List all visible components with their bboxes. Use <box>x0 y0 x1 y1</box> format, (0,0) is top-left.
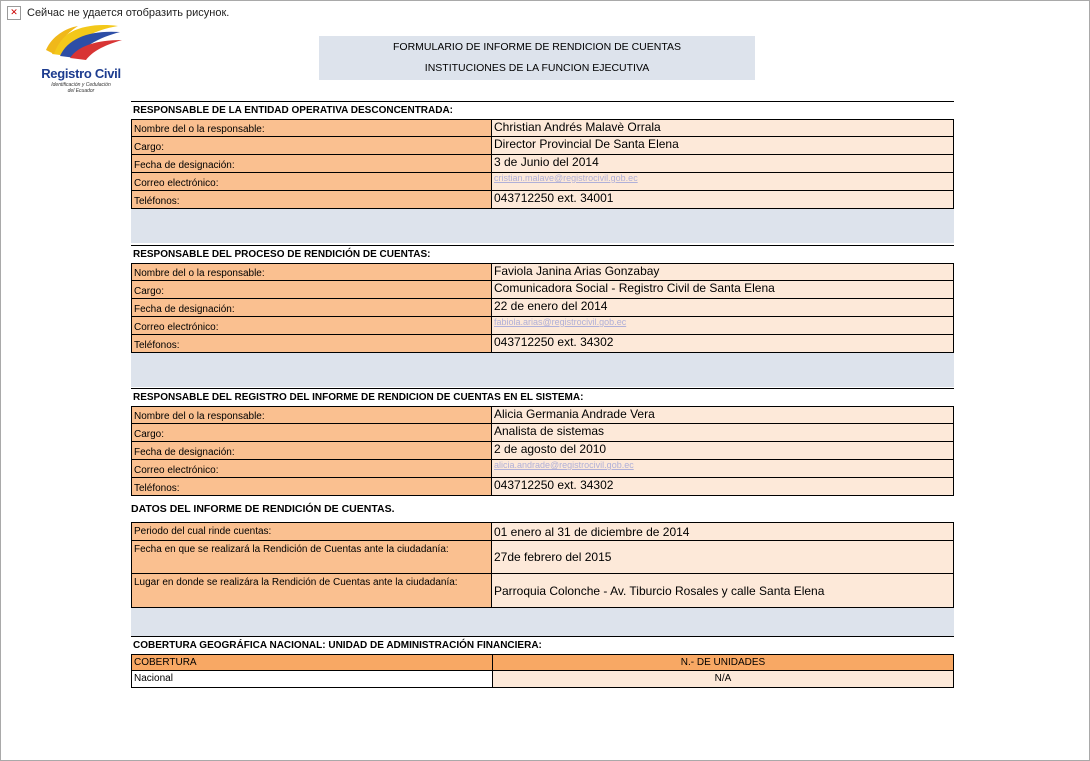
broken-image-icon: ✕ <box>7 6 21 20</box>
field-value: 27de febrero del 2015 <box>492 541 954 574</box>
field-label: Correo electrónico: <box>131 317 492 335</box>
field-label: Teléfonos: <box>131 191 492 209</box>
datos-row-fecha <box>131 541 954 574</box>
table-row <box>131 671 954 688</box>
field-label: Fecha de designación: <box>131 442 492 460</box>
field-label: Fecha de designación: <box>131 155 492 173</box>
section-entidad-operativa <box>131 101 954 243</box>
cobertura-header-row <box>131 654 954 671</box>
field-label: Lugar en donde se realizára la Rendición de Cuentas ante la ciudadanía: <box>131 574 492 608</box>
field-label: Nombre del o la responsable: <box>131 406 492 424</box>
section-datos-informe <box>131 522 954 636</box>
section-registro-sistema <box>131 388 954 496</box>
field-label: Periodo del cual rinde cuentas: <box>131 522 492 541</box>
logo-name: Registro Civil <box>41 66 121 81</box>
field-row-telefonos <box>131 335 954 353</box>
field-value: 22 de enero del 2014 <box>492 299 954 317</box>
logo-graphic <box>32 16 130 66</box>
section-title: RESPONSABLE DE LA ENTIDAD OPERATIVA DESCONCENTRADA: <box>131 101 954 119</box>
logo-tagline: Identificación y Cedulación del Ecuador <box>51 82 111 94</box>
field-label: Cargo: <box>131 281 492 299</box>
field-value: 3 de Junio del 2014 <box>492 155 954 173</box>
datos-informe-title: DATOS DEL INFORME DE RENDICIÓN DE CUENTAS. <box>131 503 395 515</box>
field-row-correo <box>131 173 954 191</box>
field-label: Cargo: <box>131 137 492 155</box>
datos-row-lugar <box>131 574 954 608</box>
field-value: 043712250 ext. 34302 <box>492 335 954 353</box>
field-row-fecha <box>131 299 954 317</box>
field-row-fecha <box>131 155 954 173</box>
field-label: Nombre del o la responsable: <box>131 263 492 281</box>
section-title: RESPONSABLE DEL PROCESO DE RENDICIÓN DE CUENTAS: <box>131 245 954 263</box>
field-row-cargo <box>131 424 954 442</box>
field-row-cargo <box>131 281 954 299</box>
field-value: 043712250 ext. 34302 <box>492 478 954 496</box>
field-value: 01 enero al 31 de diciembre de 2014 <box>492 522 954 541</box>
field-row-correo <box>131 460 954 478</box>
field-label: Nombre del o la responsable: <box>131 119 492 137</box>
field-value: 043712250 ext. 34001 <box>492 191 954 209</box>
form-title-line1: FORMULARIO DE INFORME DE RENDICION DE CUENTAS <box>393 41 681 53</box>
field-value: Analista de sistemas <box>492 424 954 442</box>
field-value: Parroquia Colonche - Av. Tiburcio Rosales y calle Santa Elena <box>492 574 954 608</box>
form-title-line2: INSTITUCIONES DE LA FUNCION EJECUTIVA <box>424 62 650 74</box>
field-value: 2 de agosto del 2010 <box>492 442 954 460</box>
column-header-unidades: N.- DE UNIDADES <box>493 654 954 671</box>
field-value: Alicia Germania Andrade Vera <box>492 406 954 424</box>
field-row-name <box>131 263 954 281</box>
unidades-cell: N/A <box>493 671 954 688</box>
field-label: Cargo: <box>131 424 492 442</box>
form-title-box <box>319 36 755 80</box>
cobertura-cell: Nacional <box>131 671 493 688</box>
field-label: Correo electrónico: <box>131 460 492 478</box>
field-label: Correo electrónico: <box>131 173 492 191</box>
section-proceso-rendicion <box>131 245 954 387</box>
field-row-name <box>131 119 954 137</box>
email-link[interactable]: fabiola.arias@registrocivil.gob.ec <box>492 317 954 335</box>
broken-image-message: Сейчас не удается отобразить рисунок. <box>27 7 230 19</box>
field-label: Teléfonos: <box>131 478 492 496</box>
section-spacer <box>131 608 954 636</box>
field-row-correo <box>131 317 954 335</box>
field-value: Christian Andrés Malavè Orrala <box>492 119 954 137</box>
field-value: Faviola Janina Arias Gonzabay <box>492 263 954 281</box>
field-value: Director Provincial De Santa Elena <box>492 137 954 155</box>
field-row-telefonos <box>131 478 954 496</box>
section-title: COBERTURA GEOGRÁFICA NACIONAL: UNIDAD DE ADMINISTRACIÓN FINANCIERA: <box>131 636 954 654</box>
field-value: Comunicadora Social - Registro Civil de Santa Elena <box>492 281 954 299</box>
field-label: Teléfonos: <box>131 335 492 353</box>
field-row-name <box>131 406 954 424</box>
section-spacer <box>131 209 954 243</box>
email-link[interactable]: alicia.andrade@registrocivil.gob.ec <box>492 460 954 478</box>
column-header-cobertura: COBERTURA <box>131 654 493 671</box>
field-row-fecha <box>131 442 954 460</box>
section-spacer <box>131 353 954 387</box>
field-label: Fecha en que se realizará la Rendición de Cuentas ante la ciudadanía: <box>131 541 492 574</box>
field-row-telefonos <box>131 191 954 209</box>
registro-civil-logo <box>32 16 130 94</box>
section-cobertura <box>131 636 954 688</box>
email-link[interactable]: cristian.malave@registrocivil.gob.ec <box>492 173 954 191</box>
field-label: Fecha de designación: <box>131 299 492 317</box>
field-row-cargo <box>131 137 954 155</box>
datos-row-periodo <box>131 522 954 541</box>
section-title: RESPONSABLE DEL REGISTRO DEL INFORME DE RENDICION DE CUENTAS EN EL SISTEMA: <box>131 388 954 406</box>
